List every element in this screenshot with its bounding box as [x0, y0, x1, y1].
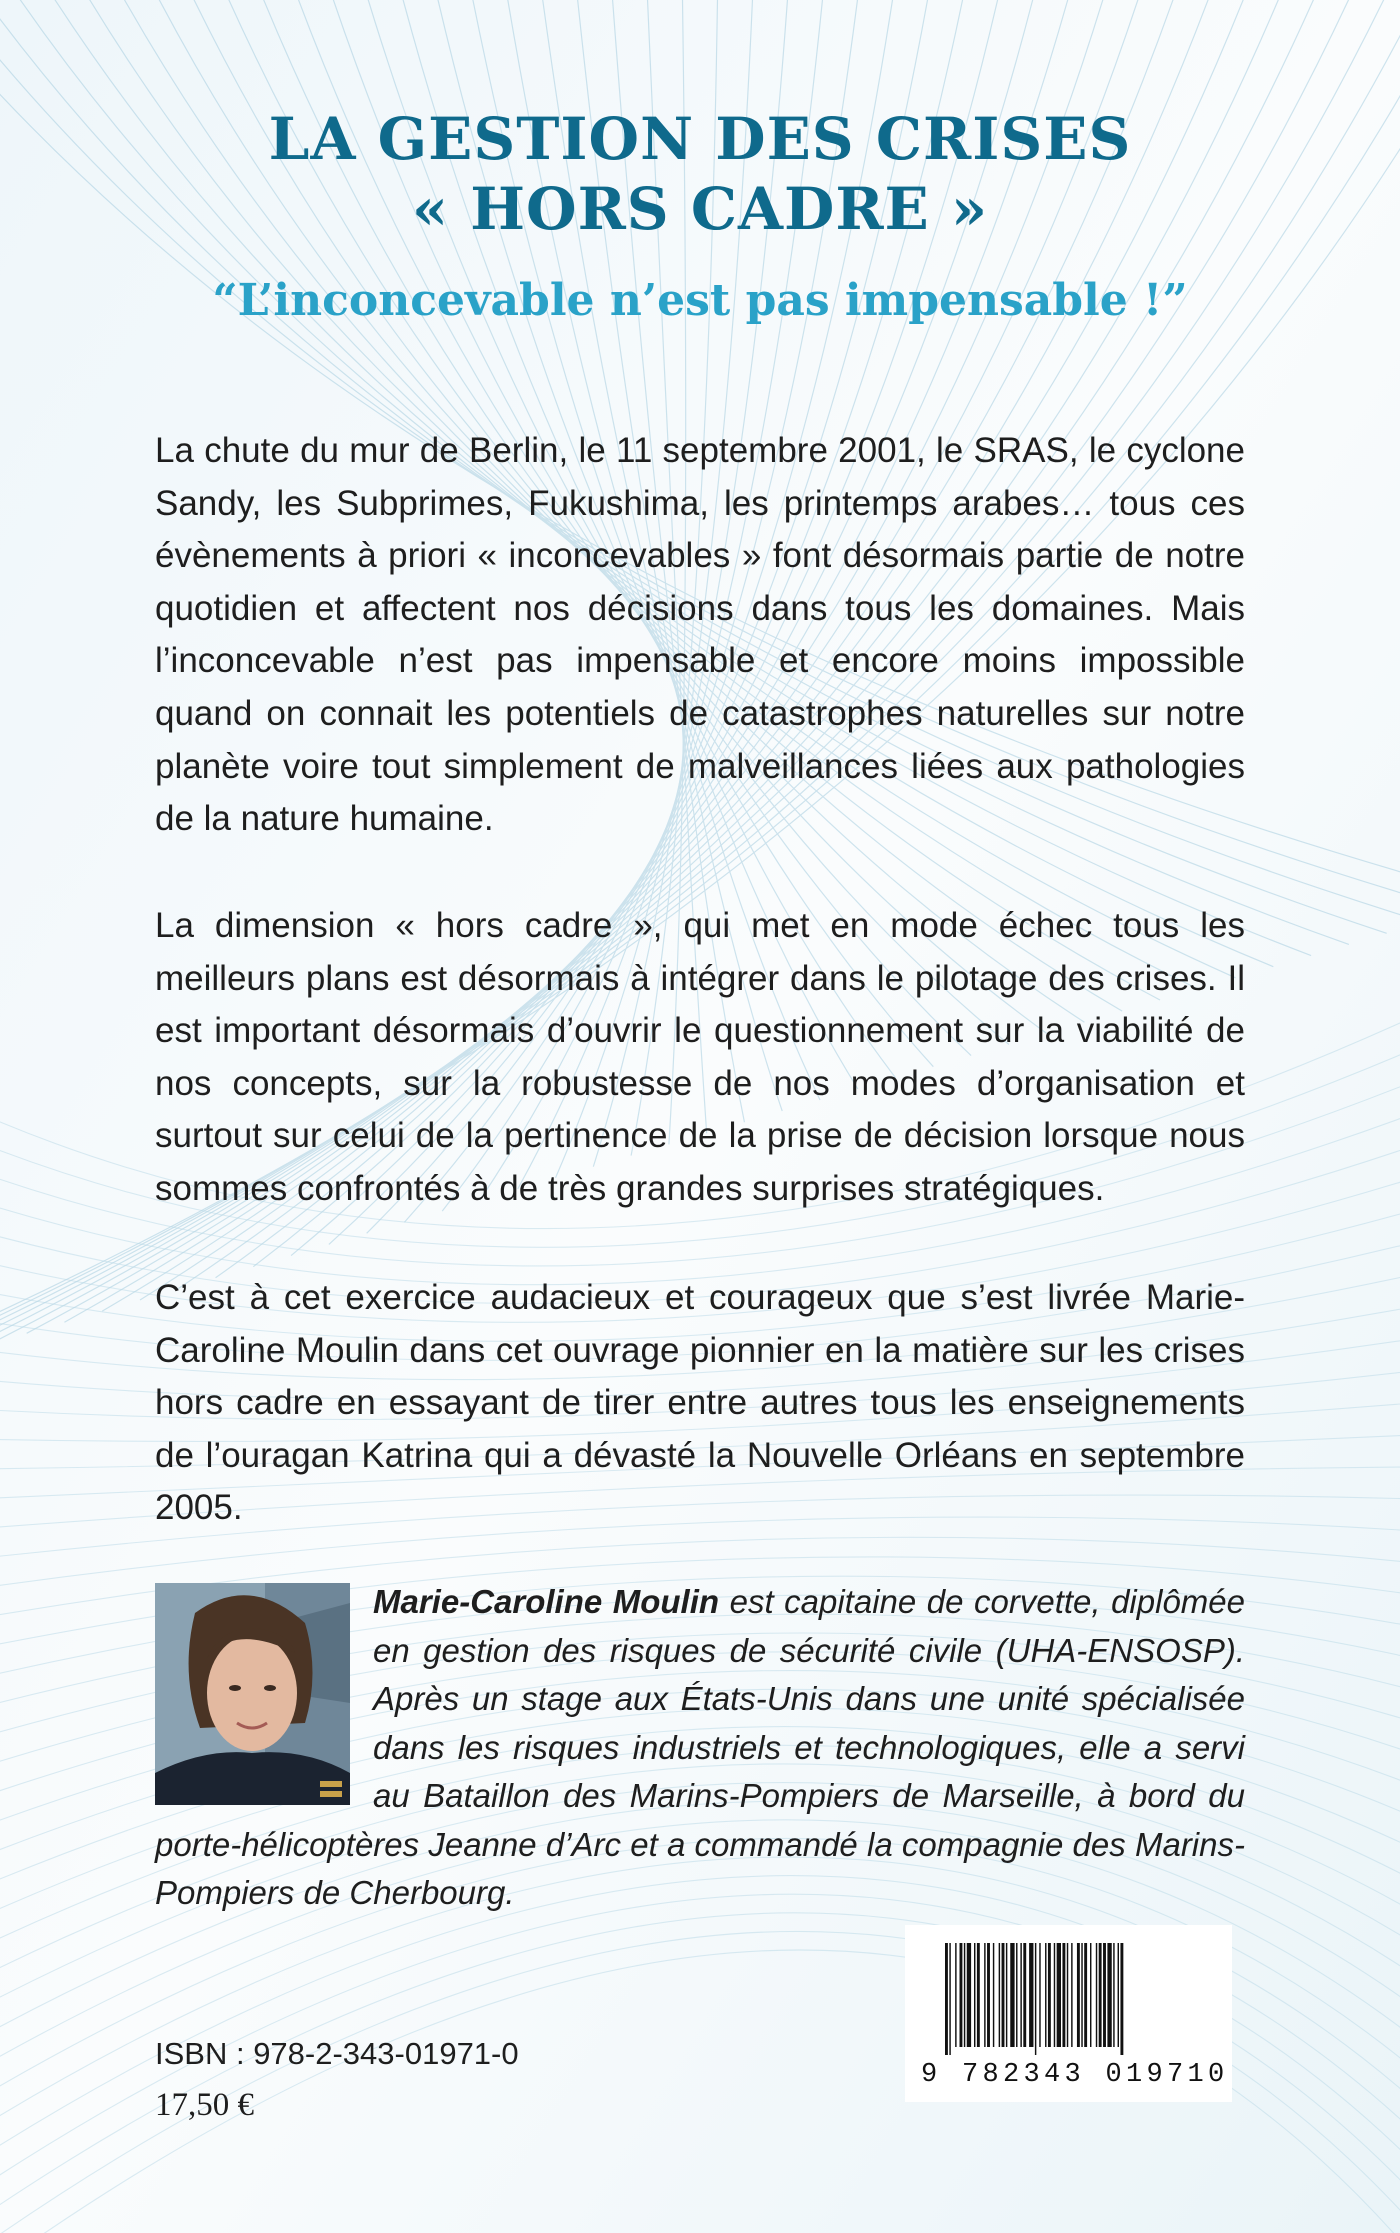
book-subtitle: “L’inconcevable n’est pas impensable !”: [212, 275, 1188, 326]
barcode-bar: [1084, 1943, 1087, 2047]
barcode-bar: [1054, 1943, 1055, 2047]
barcode-bar: [1002, 1943, 1005, 2047]
summary-paragraph-1: La chute du mur de Berlin, le 11 septembre 2001, le SRAS, le cyclone Sandy, les Subprimes, Fukushima, les printemps arabes… tous ces évènements à priori « inconcevables » font désormais partie de notre quotidien et affectent nos décisions dans tous les domaines. Mais l’inconcevable n’est pas impensable et encore moins impossible quand on connait les potentiels de catastrophes naturelles sur notre planète voire tout simplement de malveillances liées aux pathologies de la nature humaine.: [155, 431, 1245, 839]
author-bio-text: est capitaine de corvette, diplômée en gestion des risques de sécurité civile (UHA-ENSOSP). Après un stage aux États-Unis dans une unité spécialisée dans les risques industriels et technologiques, elle a servi au Bataillon des Marins-Pompiers de Marseille, à bord du porte-hélicoptères Jeanne d’Arc et a commandé la compagnie des Marins-Pompiers de Cherbourg.: [155, 1583, 1245, 1911]
book-title-line-2: « HORS CADRE »: [411, 175, 989, 243]
barcode-bar: [1099, 1943, 1102, 2047]
photo-spacer: [155, 1578, 373, 1804]
barcode-bar: [1039, 1943, 1040, 2047]
barcode-bar: [1118, 1943, 1119, 2047]
barcode-bar: [977, 1943, 980, 2047]
barcode-bar: [984, 1943, 985, 2047]
barcode-bar: [967, 1943, 971, 2047]
summary-paragraph-3: C’est à cet exercice audacieux et courageux que s’est livrée Marie-Caroline Moulin dans cet ouvrage pionnier en la matière sur les crises hors cadre en essayant de tirer entre autres tous les enseignements de l’ouragan Katrina qui a dévasté la Nouvelle Orléans en septembre 2005.: [155, 1278, 1245, 1528]
barcode-bar: [1057, 1943, 1061, 2047]
summary-paragraph-2: La dimension « hors cadre », qui met en mode échec tous les meilleurs plans est désormais à intégrer dans le pilotage des crises. Il est important désormais d’ouvrir le questionnement sur la viabilité de nos concepts, sur la robustesse de nos modes d’organisation et surtout sur celui de la pertinence de la prise de décision lorsque nous sommes confrontés à de très grandes surprises stratégiques.: [155, 906, 1245, 1208]
barcode-bar: [949, 1943, 950, 2055]
barcode-bar: [993, 1943, 994, 2047]
barcode: [905, 1925, 1232, 2102]
author-bio: [155, 1578, 1245, 1918]
barcode-bar: [1010, 1943, 1014, 2047]
barcode-bar: [1029, 1943, 1033, 2047]
book-title-line-1: LA GESTION DES CRISES: [268, 105, 1132, 173]
barcode-bar: [1067, 1943, 1068, 2047]
barcode-bar: [999, 1943, 1000, 2047]
barcode-bar: [1020, 1943, 1021, 2047]
barcode-bar: [964, 1943, 965, 2047]
barcode-bar: [960, 1943, 963, 2047]
barcode-bar: [1120, 1943, 1123, 2055]
barcode-bar: [1081, 1943, 1082, 2047]
barcode-bar: [1103, 1943, 1106, 2047]
barcode-bar: [1113, 1943, 1114, 2047]
author-name: Marie-Caroline Moulin: [373, 1583, 720, 1620]
barcode-bar: [1016, 1943, 1017, 2047]
barcode-bar: [955, 1943, 956, 2047]
isbn: ISBN : 978-2-343-01971-0: [155, 2036, 519, 2071]
barcode-bar: [1048, 1943, 1051, 2047]
barcode-bar: [945, 1943, 948, 2055]
barcode-digits: 9 782343 019710: [921, 2060, 1229, 2090]
barcode-bar: [974, 1943, 975, 2047]
barcode-bar: [1006, 1943, 1007, 2047]
barcode-bar: [1077, 1943, 1080, 2047]
barcode-bar: [1096, 1943, 1097, 2047]
barcode-bars: [945, 1943, 1195, 2055]
barcode-bar: [1071, 1943, 1072, 2047]
barcode-bar: [987, 1943, 990, 2047]
barcode-bar: [1107, 1943, 1111, 2047]
price: 17,50 €: [155, 2087, 254, 2123]
barcode-bar: [1045, 1943, 1046, 2047]
barcode-bar: [1023, 1943, 1026, 2047]
barcode-bar: [1090, 1943, 1091, 2047]
barcode-bar: [1035, 1943, 1036, 2055]
barcode-bar: [1062, 1943, 1065, 2047]
